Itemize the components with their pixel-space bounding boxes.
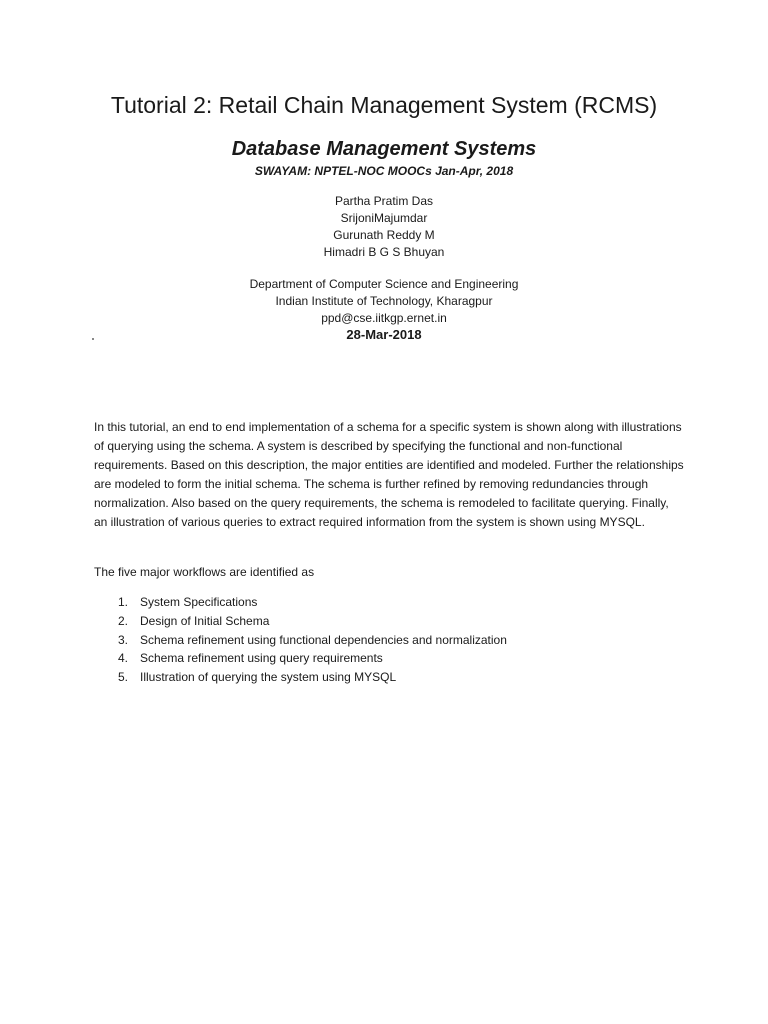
author-name: Gurunath Reddy M	[333, 228, 435, 242]
author-list	[0, 193, 768, 261]
author-name: SrijoniMajumdar	[340, 211, 428, 225]
list-item-text: Schema refinement using functional dependencies and normalization	[140, 632, 507, 647]
contact-email: ppd@cse.iitkgp.ernet.in	[321, 311, 447, 325]
department-name: Department of Computer Science and Engineering	[249, 277, 519, 291]
list-item-text: Design of Initial Schema	[140, 613, 270, 628]
list-item-number: 1.	[118, 595, 129, 609]
list-item-number: 2.	[118, 613, 129, 628]
list-item-text: Illustration of querying the system using MYSQL	[140, 670, 397, 685]
list-item	[94, 631, 507, 650]
author-name: Partha Pratim Das	[334, 194, 434, 208]
workflow-list	[94, 593, 507, 687]
list-item	[94, 612, 507, 631]
list-item-number: 5.	[118, 670, 129, 685]
author-name: Himadri B G S Bhuyan	[323, 245, 445, 259]
list-item	[94, 649, 507, 668]
workflows-intro: The five major workflows are identified as	[94, 565, 315, 579]
affiliation-block	[0, 276, 768, 327]
document-title: Tutorial 2: Retail Chain Management System (RCMS)	[110, 92, 658, 118]
institute-name: Indian Institute of Technology, Kharagpur	[275, 294, 493, 308]
document-subtitle: Database Management Systems	[231, 138, 537, 160]
list-item-text: Schema refinement using query requirements	[140, 651, 383, 666]
document-date: 28-Mar-2018	[346, 327, 422, 342]
course-info: SWAYAM: NPTEL-NOC MOOCs Jan-Apr, 2018	[254, 164, 514, 178]
intro-paragraph: In this tutorial, an end to end implementation of a schema for a specific system is shown along with illustrations of querying using the schema. A system is described by specifying the functional and non-functional requirements. Based on this description, the major entities are identified and modeled. Further the relationships are modeled to form the initial schema. The schema is further refined by removing redundancies through normalization. Also based on the query requirements, the schema is remodeled to facilitate querying. Finally, an illustration of various queries to extract required information from the system is shown using MYSQL.	[94, 420, 684, 529]
list-item-number: 4.	[118, 651, 129, 666]
list-item	[94, 593, 507, 612]
list-item-text: System Specifications	[140, 595, 258, 609]
list-item	[94, 668, 507, 687]
list-item-number: 3.	[118, 632, 129, 647]
